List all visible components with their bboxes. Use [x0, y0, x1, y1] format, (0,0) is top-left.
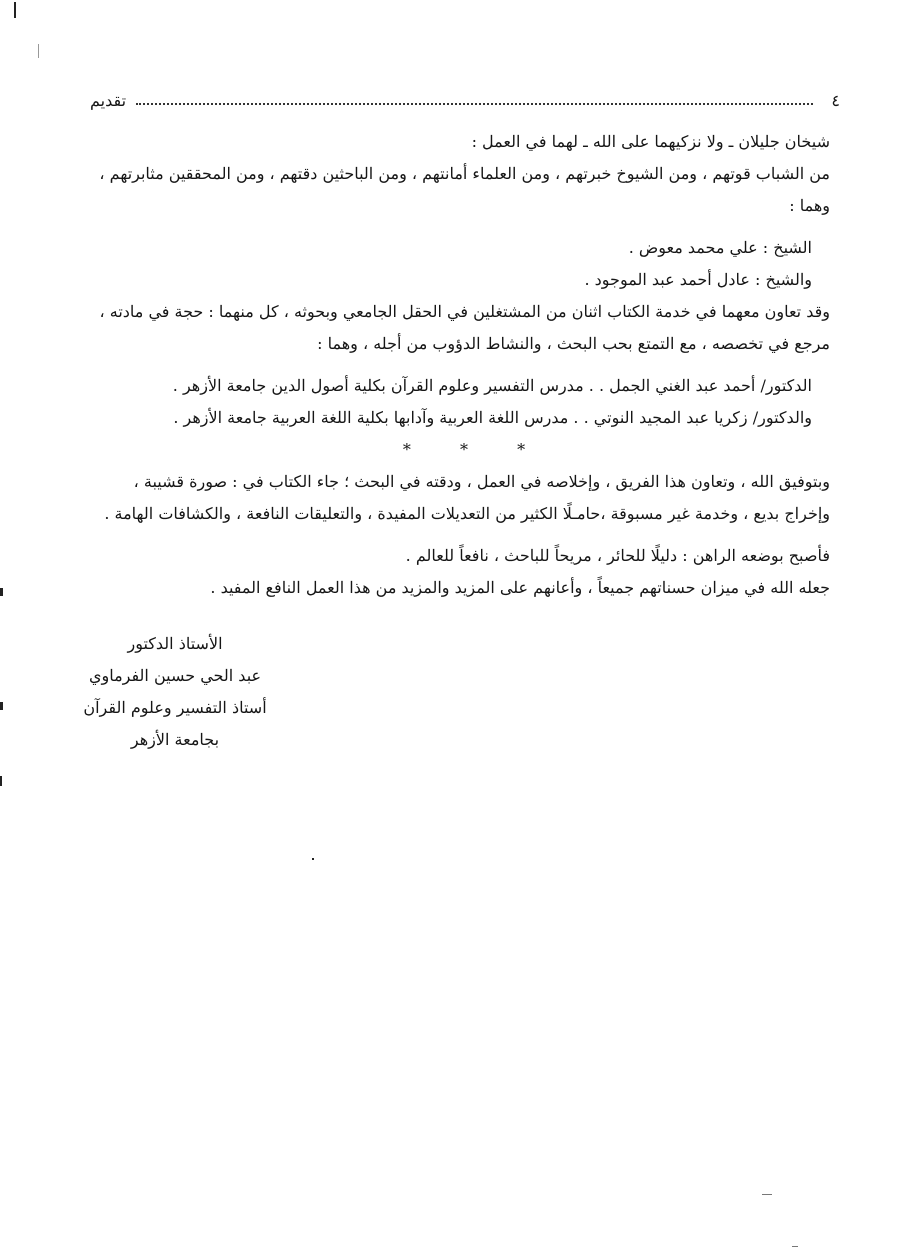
section-title: تقديم [90, 90, 127, 110]
signature-name: عبد الحي حسين الفرماوي [88, 666, 262, 685]
signature-institution: بجامعة الأزهر [130, 730, 220, 749]
spacer [80, 530, 830, 540]
paragraph-line: وهما : [789, 196, 830, 215]
signature-position: أستاذ التفسير وعلوم القرآن [83, 698, 267, 717]
scan-mark [14, 2, 16, 18]
editor-line: الشيخ : علي محمد معوض . [628, 238, 812, 257]
paragraph-line: وإخراج بديع ، وخدمة غير مسبوقة ،حامـلًا الكثير من التعديلات المفيدة ، والتعليقات النافعة ، والكشافات الهامة . [104, 504, 830, 523]
contributor-line: الدكتور/ أحمد عبد الغني الجمل . . مدرس التفسير وعلوم القرآن بكلية أصول الدين جامعة الأزهر . [172, 376, 812, 395]
scan-mark [312, 858, 314, 860]
body-text [80, 126, 830, 604]
scan-mark [0, 588, 3, 596]
section-separator: * * * [402, 440, 548, 459]
paragraph-line: فأصبح بوضعه الراهن : دليلًا للحائر ، مريحاً للباحث ، نافعاً للعالم . [405, 546, 830, 565]
paragraph-line: شيخان جليلان ـ ولا نزكيهما على الله ـ لهما في العمل : [471, 132, 830, 151]
paragraph-line: مرجع في تخصصه ، مع التمتع بحب البحث ، والنشاط الدؤوب من أجله ، وهما : [317, 334, 830, 353]
signature-title: الأستاذ الدكتور [127, 634, 223, 653]
page-number: ٤ [831, 90, 840, 110]
contributor-line: والدكتور/ زكريا عبد المجيد النوتي . . مدرس اللغة العربية وآدابها بكلية اللغة العربية جامعة الأزهر . [173, 408, 812, 427]
editor-line: والشيخ : عادل أحمد عبد الموجود . [584, 270, 812, 289]
scan-mark [762, 1194, 772, 1195]
paragraph-line: وبتوفيق الله ، وتعاون هذا الفريق ، وإخلاصه في العمل ، ودقته في البحث ؛ جاء الكتاب في : صورة قشيبة ، [133, 472, 830, 491]
scan-mark [0, 776, 2, 786]
paragraph-line: من الشباب قوتهم ، ومن الشيوخ خبرتهم ، ومن العلماء أمانتهم ، ومن الباحثين دقتهم ، ومن المحققين مثابرتهم ، [99, 164, 830, 183]
dotted-leader [136, 103, 813, 105]
signature-block [80, 628, 270, 756]
scan-mark [0, 702, 3, 710]
spacer [80, 360, 830, 370]
paragraph-line: جعله الله في ميزان حسناتهم جميعاً ، وأعانهم على المزيد والمزيد من هذا العمل النافع المفيد . [210, 578, 830, 597]
page-header [90, 88, 840, 112]
scan-mark [792, 1246, 798, 1247]
scan-mark [38, 44, 39, 58]
spacer [80, 222, 830, 232]
paragraph-line: وقد تعاون معهما في خدمة الكتاب اثنان من المشتغلين في الحقل الجامعي وبحوثه ، كل منهما : حجة في مادته ، [99, 302, 830, 321]
